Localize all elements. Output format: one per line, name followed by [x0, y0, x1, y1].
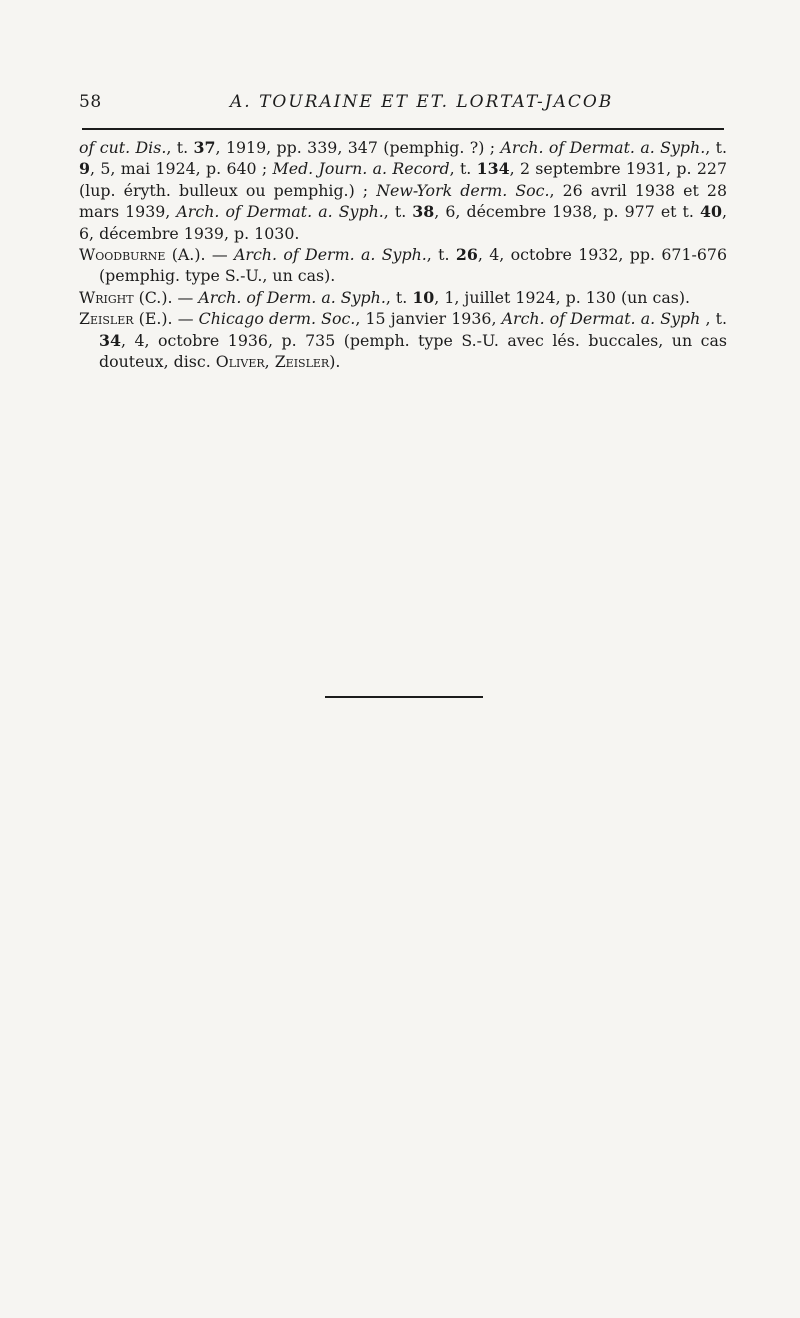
entry-text: (E.). — — [133, 309, 199, 329]
entry-text: , 26 avril 1938 et 28 mars 1939, — [79, 180, 728, 222]
bibliography-list — [79, 137, 727, 372]
entry-text: , 1, juillet 1924, p. 130 (un cas). — [434, 287, 691, 307]
bibliography-entry-continued — [79, 137, 727, 244]
volume-number: 34 — [99, 330, 121, 350]
bibliography-entry-woodburne — [79, 244, 727, 287]
entry-text: , 4, octobre 1936, p. 735 (pemph. type S.-U. avec lés. buccales, un cas douteux, disc. — [99, 330, 727, 372]
entry-text: (C.). — — [133, 287, 199, 307]
entry-text: , 6, décembre 1939, p. 1030. — [79, 202, 727, 243]
volume-number: 38 — [412, 202, 435, 222]
entry-text: , 5, mai 1924, p. 640 ; — [90, 159, 273, 179]
author-name: Zeisler — [79, 309, 134, 329]
entry-text: , 1919, pp. 339, 347 (pemphig. ?) ; — [215, 138, 501, 157]
bibliography-entry-wright — [79, 287, 727, 308]
journal-title: Arch. of Derm. a. Syph. — [234, 245, 427, 265]
entry-text: , t. — [385, 287, 413, 307]
entry-text: , t. — [449, 159, 477, 179]
entry-text: ). — [329, 352, 341, 372]
volume-number: 40 — [699, 202, 722, 222]
author-name: Zeisler — [274, 352, 330, 372]
entry-text: , t. — [383, 202, 413, 222]
volume-number: 10 — [412, 287, 435, 307]
volume-number: 26 — [455, 245, 478, 265]
journal-title: Arch. of Derm. a. Syph. — [198, 287, 386, 307]
end-rule — [325, 696, 483, 698]
entry-text: , 2 septembre 1931, p. 227 (lup. éryth. bulleux ou pemphig.) ; — [79, 159, 727, 200]
page-number: 58 — [79, 92, 102, 112]
header-rule — [82, 128, 724, 130]
entry-text: , 15 janvier 1936, — [355, 309, 502, 329]
volume-number: 37 — [193, 138, 216, 157]
journal-title: Arch. of Dermat. a. Syph — [501, 309, 701, 329]
entry-text: , t. — [705, 138, 727, 157]
author-name: Woodburne — [79, 245, 166, 265]
journal-title: Arch. of Dermat. a. Syph. — [176, 202, 384, 222]
entry-text: , t. — [426, 245, 456, 265]
journal-title: Med. Journ. a. Record — [272, 159, 450, 179]
entry-text: , t. — [166, 138, 194, 157]
volume-number: 9 — [79, 159, 90, 179]
entry-text: (A.). — — [165, 245, 234, 265]
journal-title: New-York derm. Soc. — [376, 180, 550, 200]
entry-text: , 4, octobre 1932, pp. 671-676 (pemphig. type S.-U., un cas). — [99, 245, 727, 286]
author-name: Oliver — [215, 352, 265, 372]
volume-number: 134 — [476, 159, 510, 179]
entry-text: , t. — [700, 309, 727, 329]
journal-title: of cut. Dis. — [79, 138, 167, 157]
journal-title: Arch. of Dermat. a. Syph. — [500, 138, 706, 157]
entry-text: , 6, décembre 1938, p. 977 et t. — [434, 202, 700, 222]
bibliography-entry-zeisler — [79, 308, 727, 372]
journal-title: Chicago derm. Soc. — [198, 309, 356, 329]
author-name: Wright — [79, 287, 134, 307]
running-title: A. TOURAINE ET ET. LORTAT-JACOB — [230, 92, 614, 112]
entry-text: , — [264, 352, 275, 372]
